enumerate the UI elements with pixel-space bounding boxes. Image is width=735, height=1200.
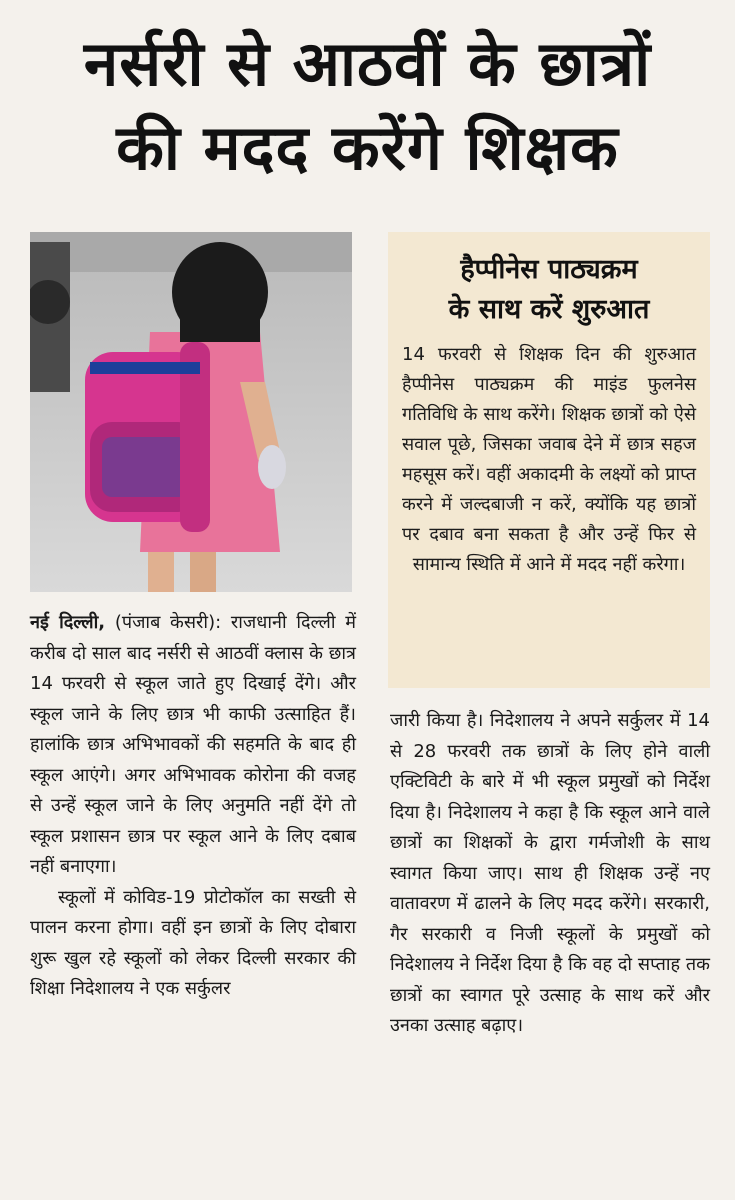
sidebar-title	[402, 250, 696, 330]
article-column-left	[30, 608, 356, 1005]
article-column-right	[390, 706, 710, 1042]
paragraph-1-text: राजधानी दिल्ली में करीब दो साल बाद नर्सरी से आठवीं क्लास के छात्र 14 फरवरी से स्कूल जाते हुए दिखाई देंगे। और स्कूल जाने के लिए छात्र भी काफी उत्साहित हैं। हालांकि छात्र अभिभावकों की सहमति के बाद ही स्कूल आएंगे। अगर अभिभावक कोरोना की वजह से उन्हें स्कूल जाने के लिए अनुमति नहीं देंगे तो स्कूल प्रशासन छात्र पर स्कूल आने के लिए दबाब नहीं बनाएगा।	[30, 612, 356, 877]
source-credit: (पंजाब केसरी):	[105, 612, 222, 633]
article-paragraph-3: जारी किया है। निदेशालय ने अपने सर्कुलर में 14 से 28 फरवरी तक छात्रों के लिए होने वाली एक्टिविटी के बारे में भी स्कूल प्रमुखों को निर्देश दिया है। निदेशालय ने कहा है कि स्कूल आने वाले छात्रों का शिक्षकों के द्वारा गर्मजोशी के साथ स्वागत किया जाए। साथ ही शिक्षक उन्हें नए वातावरण में ढालने के लिए मदद करेंगे। सरकारी, गैर सरकारी व निजी स्कूलों के प्रमुखों को निदेशालय ने निर्देश दिया है कि वह दो सप्ताह तक छात्रों का स्वागत पूरे उत्साह के साथ करें और उनका उत्साह बढ़ाए।	[390, 710, 710, 1036]
article-photo	[30, 232, 352, 592]
sidebar-body: 14 फरवरी से शिक्षक दिन की शुरुआत हैप्पीनेस पाठ्यक्रम की माइंड फुलनेस गतिविधि के साथ करेंगे। शिक्षक छात्रों को ऐसे सवाल पूछे, जिसका जवाब देने में छात्र सहज महसूस करें। वहीं अकादमी के लक्ष्यों को प्राप्त करने में जल्दबाजी न करें, क्योंकि यह छात्रों पर दबाव बना सकता है और उन्हें फिर से सामान्य स्थिति में आने में मदद नहीं करेगा।	[402, 344, 696, 575]
article-paragraph-2: स्कूलों में कोविड-19 प्रोटोकॉल का सख्ती से पालन करना होगा। वहीं इन छात्रों के लिए दोबारा शुरू खुल रहे स्कूलों को लेकर दिल्ली सरकार की शिक्षा निदेशालय ने एक सर्कुलर	[30, 886, 356, 999]
article-paragraph-1	[30, 608, 356, 883]
headline-line-2: की मदद करेंगे शिक्षक	[116, 111, 619, 184]
sidebar-title-line-2: के साथ करें शुरुआत	[448, 294, 650, 325]
schoolgirl-backpack-illustration	[30, 232, 352, 592]
sidebar-title-line-1: हैप्पीनेस पाठ्यक्रम	[460, 254, 638, 285]
headline-line-1: नर्सरी से आठवीं के छात्रों	[83, 27, 652, 100]
headline	[0, 22, 735, 190]
dateline: नई दिल्ली,	[30, 612, 106, 633]
sidebar-box	[388, 232, 710, 688]
